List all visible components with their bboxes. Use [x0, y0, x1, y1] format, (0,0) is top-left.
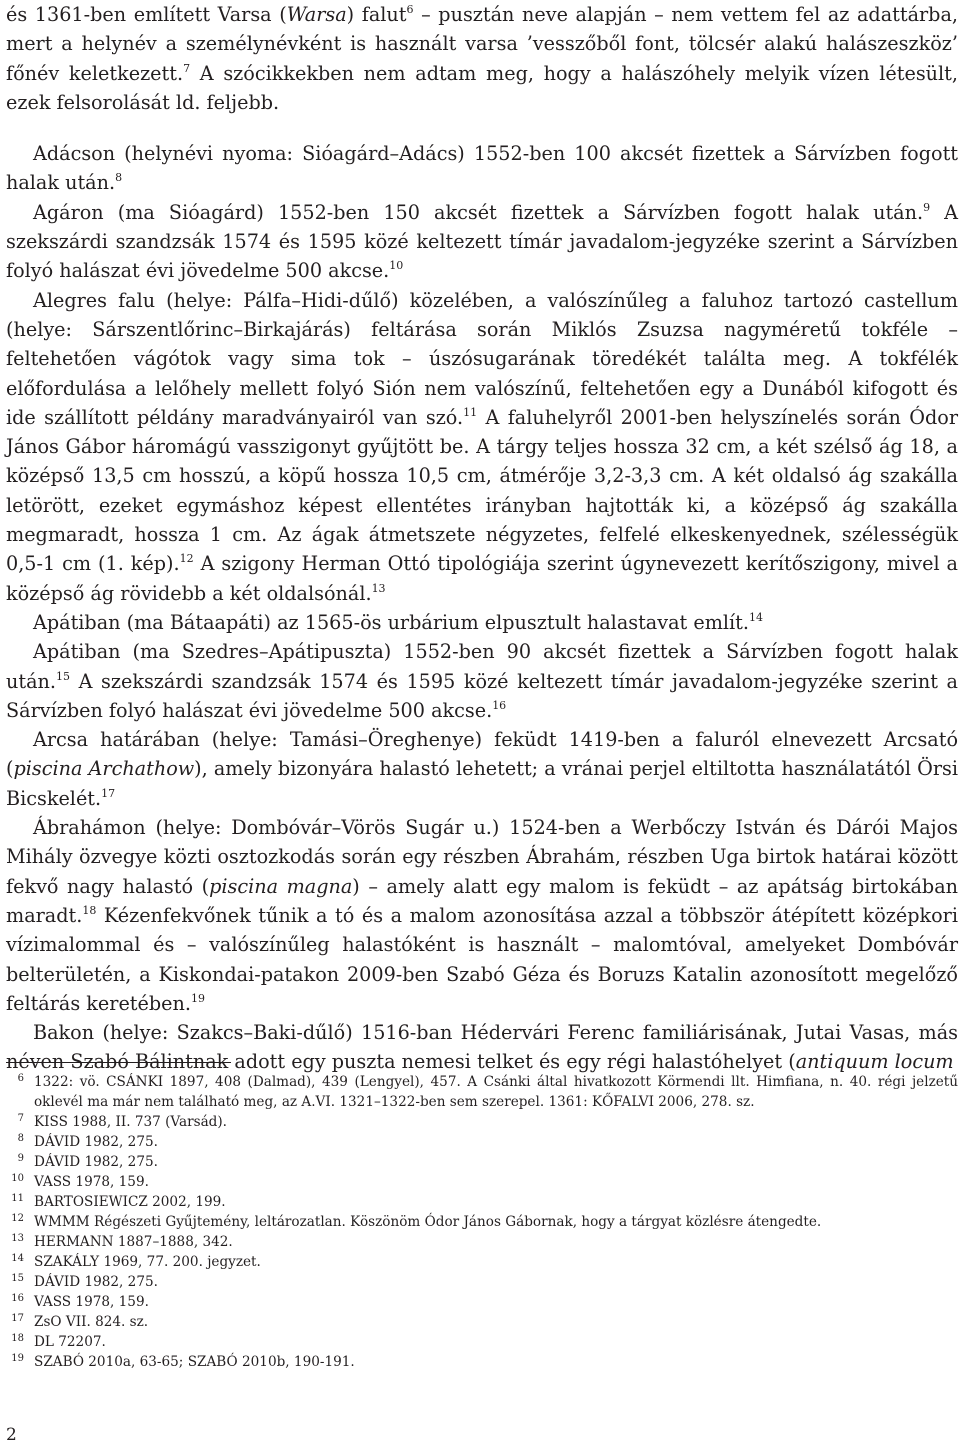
footnote-text: DÁVID 1982, 275.	[34, 1154, 158, 1170]
footnote-text: DL 72207.	[34, 1334, 106, 1350]
footnote	[6, 1332, 958, 1352]
footnote-number: 16	[11, 1293, 24, 1304]
text-run: A szekszárdi szandzsák 1574 és 1595 közé keltezett tímár javadalom-jegyzéke szerint a Sárvízben folyó halászat évi jövedelme 500 akcse.	[6, 669, 958, 722]
footnote	[6, 1192, 958, 1212]
footnote-ref: 7	[183, 61, 191, 75]
footnote-ref: 14	[748, 610, 763, 624]
text-run: Ábrahámon (helye: Dombóvár–Vörös Sugár u.) 1524-ben a Werbőczy István és Dárói Majos Mihály özvegye közti osztozkodás során egy részben Ábrahám, részben Uga birtok határai között fekvő nagy halastó (	[6, 816, 958, 898]
footnote-ref: 10	[389, 259, 404, 273]
footnote-ref: 15	[55, 669, 70, 683]
paragraph-alegres	[6, 286, 958, 608]
text-run: Apátiban (ma Szedres–Apátipuszta) 1552-ben 90 akcsét fizettek a Sárvízben fogott halak után.	[6, 640, 958, 693]
footnote-number: 10	[11, 1173, 24, 1184]
paragraph-bak	[6, 1018, 958, 1077]
text-run: Agáron (ma Sióagárd) 1552-ben 150 akcsét fizettek a Sárvízben fogott halak után.	[33, 200, 924, 224]
footnote-number: 11	[11, 1193, 24, 1204]
footnote-ref: 19	[190, 991, 205, 1005]
footnote-divider	[6, 1062, 231, 1063]
footnote-ref: 18	[82, 903, 97, 917]
footnote-ref: 12	[179, 552, 194, 566]
text-run: Alegres falu (helye: Pálfa–Hidi-dűlő) közelében, a valószínűleg a faluhoz tartozó castellum (helye: Sárszentlőrinc–Birkajárás) feltárása során Miklós Zsuzsa nagyméretű tokféle – feltehetően vágótok vagy sima tok – úszósugarának töredékét találta meg. A tokfélék előfordulása a lelőhely mellett folyó Sión nem valószínű, feltehetően egy a Dunából kifogott és ide szállított példány maradványairól van szó.	[6, 288, 958, 429]
text-run: A szekszárdi szandzsák 1574 és 1595 közé keltezett tímár javadalom-jegyzéke szerint a Sárvízben folyó halászat évi jövedelme 500 akcse.	[6, 200, 958, 283]
italic-text: piscina magna	[209, 874, 353, 898]
footnote	[6, 1252, 958, 1272]
italic-text: antiquum locum	[795, 1050, 954, 1074]
footnote-ref: 16	[492, 698, 507, 712]
text-run: A szócikkekben nem adtam meg, hogy a halászóhely melyik vízen létesült, ezek felsorolását ld. feljebb.	[6, 61, 958, 114]
footnote	[6, 1312, 958, 1332]
footnote	[6, 1232, 958, 1252]
footnote-text: SZAKÁLY 1969, 77. 200. jegyzet.	[34, 1254, 261, 1270]
footnote-number: 18	[11, 1333, 24, 1344]
paragraph-agar	[6, 198, 958, 286]
footnote	[6, 1172, 958, 1192]
footnote-number: 12	[11, 1213, 24, 1224]
footnote-text: BARTOSIEWICZ 2002, 199.	[34, 1194, 226, 1210]
paragraph-adacs	[6, 139, 958, 198]
text-run: Adácson (helynévi nyoma: Sióagárd–Adács) 1552-ben 100 akcsét fizettek a Sárvízben fogott halak után.	[6, 142, 958, 195]
italic-text: piscina Archathow	[13, 757, 195, 781]
text-run: – pusztán neve alapján – nem vettem fel az adattárba, mert a helynév a személynévként is használt varsa ’vesszőből font, tölcsér alakú halászeszköz’ főnév keletkezett.	[6, 3, 959, 85]
footnote-text: HERMANN 1887–1888, 342.	[34, 1234, 233, 1250]
footnote-ref: 8	[115, 171, 123, 185]
footnote-text: VASS 1978, 159.	[34, 1174, 149, 1190]
footnote-ref: 13	[371, 581, 386, 595]
footnote-text: DÁVID 1982, 275.	[34, 1274, 158, 1290]
footnote-number: 19	[11, 1353, 24, 1364]
italic-text: Warsa	[286, 3, 347, 26]
paragraph-apati-bataapati	[6, 608, 958, 637]
footnote-text: DÁVID 1982, 275.	[34, 1134, 158, 1150]
body-text	[6, 0, 958, 1077]
text-run: Bakon (helye: Szakcs–Baki-dűlő) 1516-ban Hédervári Ferenc familiárisának, Jutai Vasas, más néven Szabó Bálintnak adott egy puszta nemesi telket és egy régi halastóhelyet (	[6, 1021, 958, 1074]
text-run: ) – amely alatt egy malom is feküdt – az apátság birtokában maradt.	[6, 874, 958, 927]
footnote-text: 1322: vö. CSÁNKI 1897, 408 (Dalmad), 439 (Lengyel), 457. A Csánki által hivatkozott Körmendi llt. Himfiana, n. 40. régi jelzetű oklevél ma már nem található meg, az A.VI. 1321–1322-ben sem szerepel. 1361: KŐFALVI 2006, 278. sz.	[34, 1074, 958, 1110]
footnote-text: VASS 1978, 159.	[34, 1294, 149, 1310]
text-run: Arcsa határában (helye: Tamási–Öreghenye) feküdt 1419-ben a faluról elnevezett Arcsató (	[6, 728, 958, 781]
footnote-text: KISS 1988, II. 737 (Varsád).	[34, 1114, 228, 1130]
footnote	[6, 1112, 958, 1132]
text-run: A szigony Herman Ottó tipológiája szerint úgynevezett kerítőszigony, mivel a középső ág rövidebb a két oldalsónál.	[6, 552, 958, 605]
footnote	[6, 1072, 958, 1112]
text-run: ), amely bizonyára halastó lehetett; a vránai perjel eltiltotta használatától Örsi Bicskelét.	[6, 757, 958, 810]
footnote-number: 6	[17, 1073, 24, 1084]
footnote-number: 13	[11, 1233, 24, 1244]
footnotes	[6, 1072, 958, 1372]
footnote-text: ZsO VII. 824. sz.	[34, 1314, 149, 1330]
footnote-number: 7	[17, 1113, 24, 1124]
footnote	[6, 1152, 958, 1172]
footnote-number: 15	[11, 1273, 24, 1284]
paragraph-varsa	[6, 0, 958, 117]
footnote-text: WMMM Régészeti Gyűjtemény, leltározatlan. Köszönöm Ódor János Gábornak, hogy a tárgyat közlésre átengedte.	[34, 1214, 822, 1230]
footnote-ref: 9	[923, 200, 931, 214]
footnote-number: 14	[11, 1253, 24, 1264]
footnote	[6, 1292, 958, 1312]
footnote	[6, 1352, 958, 1372]
paragraph-apati-szedres	[6, 637, 958, 725]
text-run: A faluhelyről 2001-ben helyszínelés során Ódor János Gábor háromágú vasszigonyt gyűjtött be. A tárgy teljes hossza 32 cm, a két szélső ág 18, a középső 13,5 cm hosszú, a köpű hossza 10,5 cm, átmérője 3,2-3,3 cm. A két oldalsó ág szakálla letörött, ezeket egymáshoz képest ellentétes irányban hajtották ki, a középső ág szakálla megmaradt, hossza 1 cm. Az ágak átmetszete négyzetes, felfelé elkeskenyednek, szélességük 0,5-1 cm (1. kép).	[6, 405, 958, 576]
paragraph-arcsa	[6, 725, 958, 813]
footnote-number: 8	[17, 1133, 24, 1144]
text-run: és 1361-ben említett Varsa (	[6, 3, 287, 26]
text-run: Apátiban (ma Bátaapáti) az 1565-ös urbárium elpusztult halastavat említ.	[33, 610, 749, 634]
footnote	[6, 1132, 958, 1152]
paragraph-abraham	[6, 813, 958, 1018]
footnote-ref: 17	[101, 786, 116, 800]
page-number: 2	[6, 1425, 17, 1445]
footnote-number: 9	[17, 1153, 24, 1164]
footnote	[6, 1272, 958, 1292]
text-run: ) falut	[346, 3, 407, 26]
footnote-number: 17	[11, 1313, 24, 1324]
footnote	[6, 1212, 958, 1232]
footnote-ref: 6	[406, 3, 414, 16]
text-run: Kézenfekvőnek tűnik a tó és a malom azonosítása azzal a többször átépített középkori vízimalommal és – valószínűleg halastóként is használt – malomtóval, amelyeket Dombóvár belterületén, a Kiskondai-patakon 2009-ben Szabó Géza és Boruzs Katalin azonosított megelőző feltárás keretében.	[6, 903, 958, 1015]
footnote-text: SZABÓ 2010a, 63-65; SZABÓ 2010b, 190-191.	[34, 1354, 355, 1370]
footnote-ref: 11	[463, 405, 478, 419]
